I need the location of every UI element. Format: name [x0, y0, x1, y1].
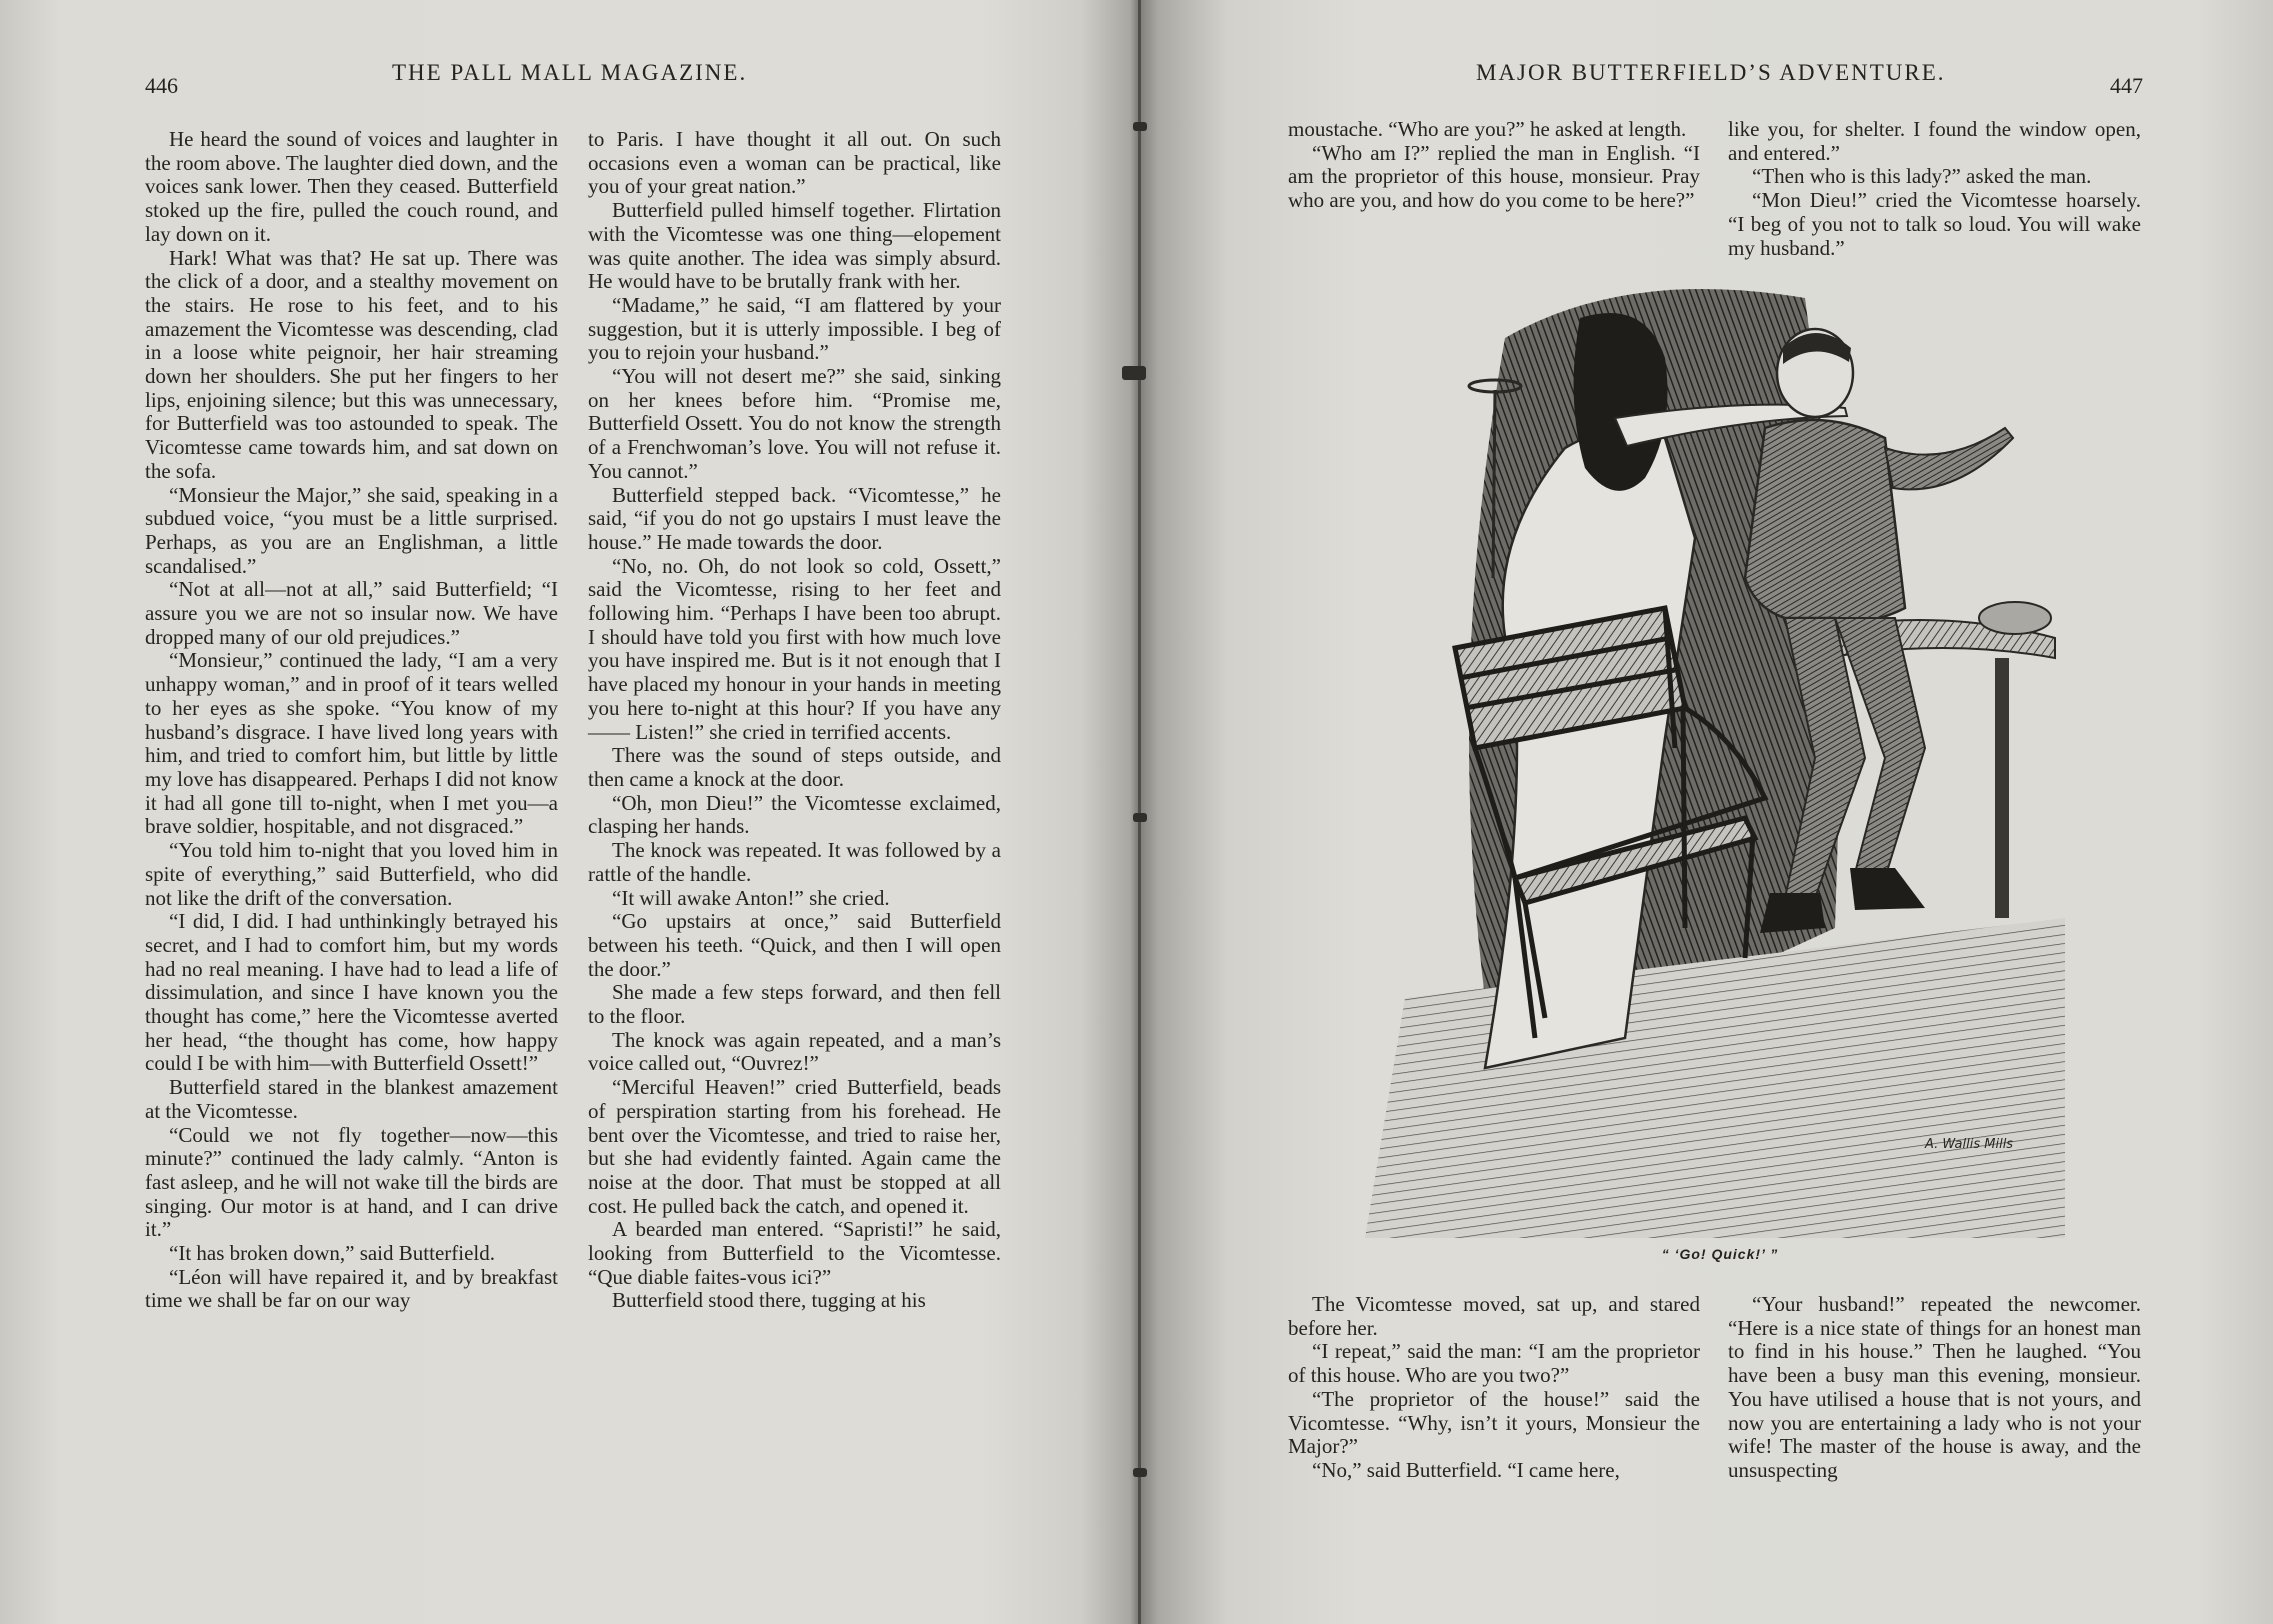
paragraph: “Not at all—not at all,” said Butterfield; “I assure you we are not so insular now. We have dropped many of our old prejudices.”: [145, 577, 558, 649]
illustration-caption: “ ‘Go! Quick!’ ”: [1661, 1246, 1779, 1262]
paragraph: There was the sound of steps outside, and then came a knock at the door.: [588, 743, 1001, 791]
paragraph: He heard the sound of voices and laughter in the room above. The laughter died down, and the voices sank lower. Then they ceased. Butterfield stoked up the fire, pulled the couch round, and lay down on it.: [145, 127, 558, 246]
paragraph: “Madame,” he said, “I am flattered by your suggestion, but it is utterly impossible. I beg of you to rejoin your husband.”: [588, 292, 1001, 365]
ink-drawing: [1365, 278, 2065, 1238]
man-jacket: [1745, 420, 1905, 621]
paragraph: A bearded man entered. “Sapristi!” he said, looking from Butterfield to the Vicomtesse. “Que diable faites-vous ici?”: [588, 1217, 1001, 1289]
paragraph: “It has broken down,” said Butterfield.: [169, 1241, 495, 1266]
page-number: 446: [145, 73, 178, 98]
paragraph: “The proprietor of the house!” said the Vicomtesse. “Why, isn’t it yours, Monsieur the Major?”: [1288, 1386, 1700, 1459]
text-column-1: [1288, 118, 1700, 213]
running-head: MAJOR BUTTERFIELD’S ADVENTURE.: [1476, 60, 1946, 85]
page-number: 447: [2110, 73, 2143, 98]
artist-signature: A. Wallis Mills: [1925, 1137, 2014, 1152]
paragraph: She made a few steps forward, and then fell to the floor.: [588, 980, 1001, 1029]
paragraph: “Merciful Heaven!” cried Butterfield, beads of perspiration starting from his forehead. He bent over the Vicomtesse, and tried to raise her, but she had evidently fainted. Again came the noise at the door. That must be stopped at all cost. He pulled back the catch, and opened it.: [588, 1075, 1001, 1218]
paragraph: The knock was again repeated, and a man’s voice called out, “Ouvrez!”: [588, 1027, 1001, 1076]
binding-stitch: [1122, 366, 1146, 380]
gutter: [1138, 0, 1141, 1624]
running-head: THE PALL MALL MAGAZINE.: [392, 60, 748, 85]
lamp-stand: [1493, 390, 1495, 578]
paragraph: “Your husband!” repeated the newcomer. “Here is a nice state of things for an honest man to find in his house.” Then he laughed. “You have been a busy man this evening, monsieur. You have utilised a house that is not yours, and now you are entertaining a lady who is not your wife! The master of the house is away, and the unsuspecting: [1728, 1292, 2141, 1482]
paragraph: “Could we not fly together—now—this minute?” continued the lady calmly. “Anton is fast asleep, and he will not wake till the birds are singing. Our motor is at hand, and I can drive it.”: [145, 1122, 558, 1242]
paragraph: Butterfield stared in the blankest amazement at the Vicomtesse.: [145, 1075, 558, 1123]
paragraph: “Monsieur the Major,” she said, speaking in a subdued voice, “you must be a little surprised. Perhaps, as you are an Englishman, a little scandalised.”: [145, 482, 558, 578]
paragraph: to Paris. I have thought it all out. On such occasions even a woman can be practical, like you of your great nation.”: [588, 127, 1001, 199]
paragraph: moustache. “Who are you?” he asked at length.: [1288, 117, 1687, 141]
paragraph: “Monsieur,” continued the lady, “I am a very unhappy woman,” and in proof of it tears welled to her eyes as she spoke. “You know of my husband’s disgrace. I have lived long years with him, and tried to comfort him, but little by little my love has disappeared. Perhaps I did not know it had all gone till to-night, when I met you—a brave soldier, hospitable, and not disgraced.”: [145, 648, 558, 839]
binding-stitch: [1133, 122, 1147, 131]
paragraph: “No,” said Butterfield. “I came here,: [1312, 1457, 1620, 1482]
paragraph: “Oh, mon Dieu!” the Vicomtesse exclaimed, clasping her hands.: [588, 790, 1001, 839]
floor: [1365, 918, 2065, 1238]
illustration: [1365, 278, 2065, 1238]
paragraph: “You told him to-night that you loved him in spite of everything,” said Butterfield, who did not like the drift of the conversation.: [145, 838, 558, 910]
paragraph: “Then who is this lady?” asked the man.: [1752, 164, 2092, 189]
paragraph: Butterfield pulled himself together. Flirtation with the Vicomtesse was one thing—elopement was quite another. The idea was simply absurd. He would have to be brutally frank with her.: [588, 198, 1001, 294]
paragraph: “Who am I?” replied the man in English. “I am the proprietor of this house, monsieur. Pray who are you, and how do you come to be here?”: [1288, 140, 1700, 213]
binding-stitch: [1133, 813, 1147, 822]
paragraph: “I did, I did. I had unthinkingly betrayed his secret, and I had to comfort him, but my words had no real meaning. I have had to lead a life of dissimulation, and since I have known you the thought has come,” here the Vicomtesse averted her head, “the thought has come, how happy could I be with him—with Butterfield Ossett!”: [145, 909, 558, 1076]
paragraph: Hark! What was that? He sat up. There was the click of a door, and a stealthy movement on the stairs. He rose to his feet, and to his amazement the Vicomtesse was descending, clad in a loose white peignoir, her hair streaming down her shoulders. She put her fingers to her lips, enjoining silence; but this was unnecessary, for Butterfield was too astounded to speak. The Vicomtesse came towards him, and sat down on the sofa.: [145, 245, 558, 483]
man-boot: [1760, 893, 1825, 933]
text-column-1: [145, 128, 558, 1313]
paragraph: The Vicomtesse moved, sat up, and stared before her.: [1288, 1292, 1700, 1340]
paragraph: “I repeat,” said the man: “I am the proprietor of this house. Who are you two?”: [1288, 1339, 1700, 1388]
table-leg: [1995, 658, 2009, 918]
text-column-4: [1728, 1293, 2141, 1483]
paragraph: “No, no. Oh, do not look so cold, Ossett,” said the Vicomtesse, rising to her feet and following him. “Perhaps I have been too abrupt. I should have told you first with how much love you have inspired me. But is it not enough that I have placed my honour in your hands in meeting you here to-night at this hour? If you have any—— Listen!” she cried in terrified accents.: [588, 553, 1001, 744]
text-column-2: [1728, 118, 2141, 260]
paragraph: Butterfield stood there, tugging at his: [612, 1288, 926, 1313]
paragraph: like you, for shelter. I found the window open, and entered.”: [1728, 117, 2141, 165]
text-column-2: [588, 128, 1001, 1313]
paragraph: “You will not desert me?” she said, sinking on her knees before him. “Promise me, Butterfield Ossett. You do not know the strength of a Frenchwoman’s love. You will not refuse it. You cannot.”: [588, 364, 1001, 483]
binding-stitch: [1133, 1468, 1147, 1477]
paragraph: “It will awake Anton!” she cried.: [612, 885, 890, 910]
paragraph: The knock was repeated. It was followed by a rattle of the handle.: [588, 838, 1001, 886]
paragraph: “Mon Dieu!” cried the Vicomtesse hoarsely. “I beg of you not to talk so loud. You will wake my husband.”: [1728, 188, 2141, 260]
paragraph: “Go upstairs at once,” said Butterfield between his teeth. “Quick, and then I will open the door.”: [588, 909, 1001, 981]
paragraph: Butterfield stepped back. “Vicomtesse,” he said, “if you do not go upstairs I must leave the house.” He made towards the door.: [588, 482, 1001, 554]
text-column-3: [1288, 1293, 1700, 1483]
man-arm: [1885, 428, 2013, 489]
bowl: [1979, 602, 2051, 634]
man-boot: [1850, 868, 1925, 910]
paragraph: “Léon will have repaired it, and by breakfast time we shall be far on our way: [145, 1264, 558, 1313]
